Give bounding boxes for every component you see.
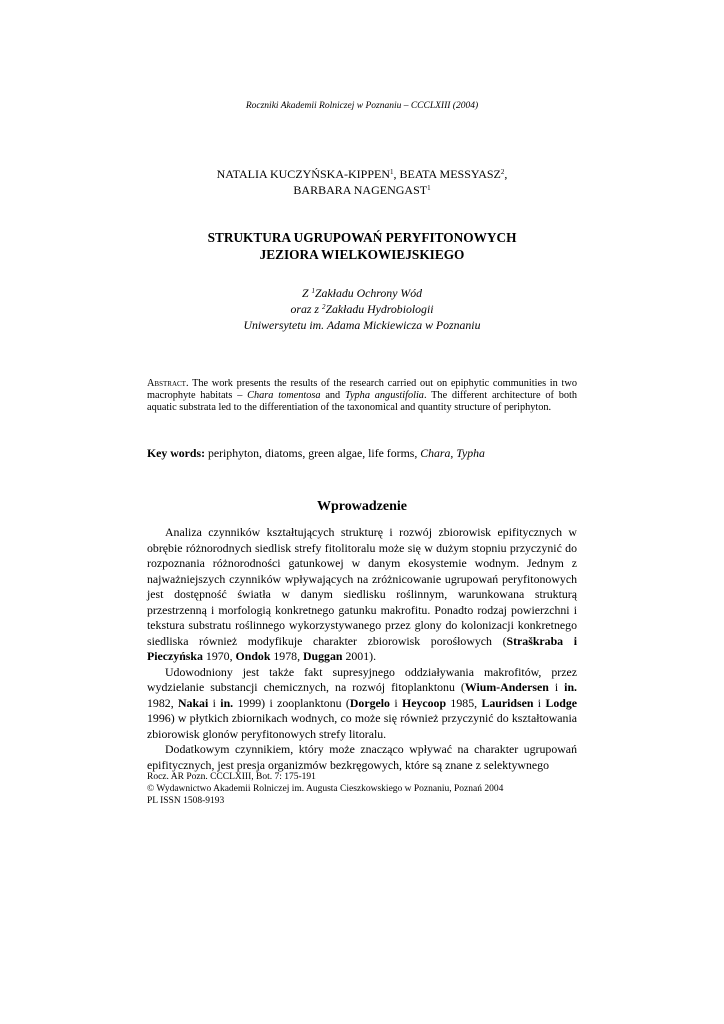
- footer-line: © Wydawnictwo Akademii Rolniczej im. Augusta Cieszkowskiego w Poznaniu, Poznań 2004: [147, 783, 504, 794]
- citation-author: Nakai: [178, 695, 209, 710]
- paragraph-text: 1970,: [202, 649, 236, 663]
- keywords-text: periphyton, diatoms, green algae, life forms,: [205, 446, 421, 460]
- author-line-1: NATALIA KUCZYŃSKA-KIPPEN$^1$, BEATA MESSYASZ$^2$,: [216, 167, 508, 181]
- citation-author: Duggan: [303, 649, 343, 663]
- citation-author: Heycoop: [401, 695, 447, 710]
- affiliation-text: Zakładu Ochrony Wód: [314, 286, 423, 300]
- author-name: BARBARA NAGENGAST: [293, 182, 428, 197]
- keywords: [147, 446, 577, 461]
- citation-author: Wium-Andersen: [464, 680, 549, 694]
- affiliation-prefix: Z: [301, 286, 312, 300]
- abstract-text: The work presents the results of the research carried out on epiphytic communities in two macrophyte habitats –: [147, 378, 577, 402]
- paragraph-text: i: [208, 695, 221, 710]
- footer-line: Rocz. AR Pozn. CCCLXIII, Bot. 7: 175-191: [147, 772, 316, 782]
- paragraph-text: i: [389, 695, 402, 710]
- abstract: [147, 378, 577, 415]
- paragraph: [147, 665, 577, 743]
- affiliation-line: [0, 301, 724, 317]
- paragraph-text: 2001).: [342, 649, 377, 663]
- author-name: BEATA MESSYASZ: [399, 167, 501, 181]
- running-header: Roczniki Akademii Rolniczej w Poznaniu – CCCLXIII (2004): [245, 101, 479, 111]
- footer-line: PL ISSN 1508-9193: [147, 795, 225, 806]
- paragraph-text: Udowodniony jest także fakt supresyjnego oddziaływania makrofitów, przez wydzielanie substancji chemicznych, na rozwój fitoplanktonu (: [147, 664, 577, 694]
- paragraph-text: 1985,: [446, 695, 482, 710]
- abstract-text: and: [320, 390, 345, 402]
- affiliation-text: Zakładu Hydrobiologii: [325, 302, 434, 316]
- citation-author: i Pieczyńska: [147, 633, 577, 663]
- abstract-label: Abstract.: [147, 378, 189, 389]
- keyword-italic: Typha: [456, 446, 485, 460]
- body-text: [147, 525, 577, 773]
- species-name: Chara tomentosa: [247, 390, 321, 402]
- author-list: [0, 167, 724, 198]
- keywords-label: Key words:: [147, 446, 205, 460]
- affiliation-mark: 1: [311, 287, 315, 295]
- paragraph-text: 1982,: [147, 695, 178, 710]
- title-line: STRUKTURA UGRUPOWAŃ PERYFITONOWYCH: [207, 230, 517, 245]
- citation-author: in.: [220, 695, 234, 710]
- author-affiliation-mark: 2: [500, 168, 505, 176]
- author-affiliation-mark: 1: [389, 168, 394, 176]
- paragraph-text: 1978,: [270, 649, 303, 663]
- paragraph-text: Dodatkowym czynnikiem, który może znacząco wpływać na charakter ugrupowań epifitycznych, jest presja organizmów bezkręgowych, które są znane z selektywnego: [147, 742, 577, 772]
- paragraph-text: 1996) w płytkich zbiornikach wodnych, co może się również przyczynić do kształtowania zbiorowisk glonów peryfitonowych strefy litoralu.: [147, 711, 577, 741]
- paragraph: [147, 525, 577, 665]
- paragraph-text: Analiza czynników kształtujących strukturę i rozwój zbiorowisk epifitycznych w obrębie różnorodnych siedlisk strefy fitolitoralu może się w dużym stopniu przyczynić do rozpoznania różnorodności gatunkowej w danym ekosystemie wodnym. Jednym z najważniejszych czynników wpływających na zróżnicowanie ugrupowań peryfitonowych jest dostępność światła w danym siedlisku roślinnym, warunkowana strukturą przestrzenną i morfologią konkretnego gatunku makrofitu. Ponadto rodzaj powierzchni i tekstura substratu roślinnego wykorzystywanego przez glony do kolonizacji konkretnego siedliska również modyfikuje charakter zbiorowisk porośłowych (: [147, 525, 577, 648]
- author-name: NATALIA KUCZYŃSKA-KIPPEN: [216, 167, 390, 181]
- author-affiliation-mark: 1: [427, 183, 431, 192]
- affiliation-line: [0, 285, 724, 301]
- citation-author: Ondok: [235, 649, 271, 663]
- paragraph-text: 1999) i zooplanktonu (: [233, 695, 350, 710]
- paragraph: [147, 742, 577, 773]
- citation-author: Straškraba: [506, 633, 564, 648]
- paragraph-text: [563, 634, 574, 648]
- paragraph-text: i: [548, 680, 565, 694]
- affiliation-prefix: oraz z: [290, 302, 322, 316]
- publication-footer: [147, 772, 577, 807]
- species-name: Typha angustifolia: [345, 390, 424, 402]
- affiliation-line: Uniwersytetu im. Adama Mickiewicza w Poznaniu: [243, 318, 481, 332]
- citation-author: Lauridsen: [481, 695, 534, 710]
- section-heading: Wprowadzenie: [317, 499, 407, 514]
- paper-title: [0, 230, 724, 263]
- paragraph-text: i: [533, 695, 546, 710]
- affiliation-mark: 2: [321, 303, 326, 311]
- affiliation: [0, 285, 724, 333]
- keyword-italic: Chara: [420, 446, 451, 460]
- author-line-2: [0, 183, 724, 199]
- citation-author: in.: [564, 680, 577, 694]
- citation-author: Dorgelo: [349, 695, 390, 710]
- keywords-text: ,: [450, 446, 457, 460]
- abstract-text: . The different architecture of both aquatic substrata led to the differentiation of the taxonomical and quantity structure of periphyton.: [147, 390, 577, 414]
- citation-author: Lodge: [545, 695, 578, 710]
- title-line: JEZIORA WIELKOWIEJSKIEGO: [259, 246, 465, 262]
